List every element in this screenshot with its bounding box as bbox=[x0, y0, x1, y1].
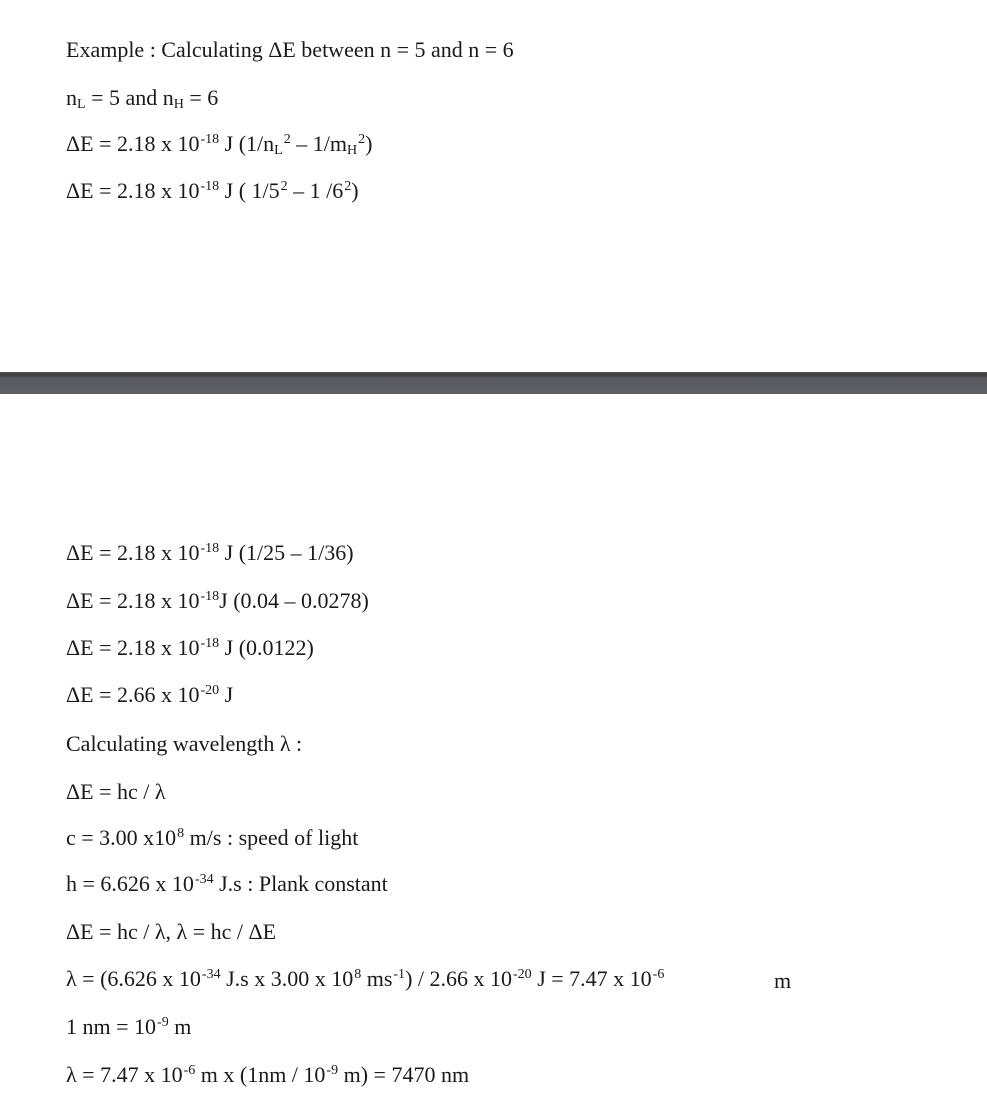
energy-result: ΔE = 2.66 x $10^{-20}$ J bbox=[66, 682, 234, 707]
energy-step-fractions: ΔE = 2.18 x $10^{-18}$ J (1/25 – 1/36) bbox=[66, 540, 354, 565]
wavelength-unit: m bbox=[774, 968, 792, 993]
slide-top bbox=[0, 0, 987, 372]
wavelength-heading: Calculating wavelength λ : bbox=[66, 731, 303, 756]
energy-formula-substituted: ΔE = 2.18 x $10^{-18}$ J ( $1/5^2 - 1$ $/6^2$) bbox=[66, 178, 359, 203]
speed-of-light-line: c = 3.00 $x10^8$ m/s : speed of light bbox=[66, 825, 359, 850]
energy-formula-general: ΔE = 2.18 x $10^{-18}$ J $(1/n_L^2 - 1/m_H^2)$ bbox=[66, 131, 373, 158]
energy-step-decimals: ΔE = 2.18 x $10^{-18}J$ (0.04 – 0.0278) bbox=[66, 588, 369, 613]
wavelength-calculation: λ = (6.626 x $10^{-34}$ J.s x 3.00 x $10^8$ $ms^{-1}) / 2.66$ x $10^{-20}$ J = 7.47 x $10^{-6}$ bbox=[66, 966, 665, 991]
example-title: Example : Calculating ΔE between n = 5 and n = 6 bbox=[66, 37, 514, 62]
n-values-line: $n_L = 5$ and $n_H = 6$ bbox=[66, 85, 219, 112]
planck-constant-line: h = 6.626 x $10^{-34}$ J.s : Plank constant bbox=[66, 871, 388, 896]
nanometer-conversion: 1 nm = $10^{-9}$ m bbox=[66, 1014, 192, 1039]
wavelength-rearranged: ΔE = hc / λ, λ = hc / ΔE bbox=[66, 919, 277, 944]
wavelength-in-nm: λ = 7.47 x $10^{-6}$ m x ($1nm / 10^{-9}$ m) = 7470 nm bbox=[66, 1062, 470, 1087]
slide-divider bbox=[0, 372, 987, 394]
energy-step-difference: ΔE = 2.18 x $10^{-18}$ J (0.0122) bbox=[66, 635, 314, 660]
planck-relation: ΔE = hc / λ bbox=[66, 779, 166, 804]
slide-bottom bbox=[0, 394, 987, 1107]
